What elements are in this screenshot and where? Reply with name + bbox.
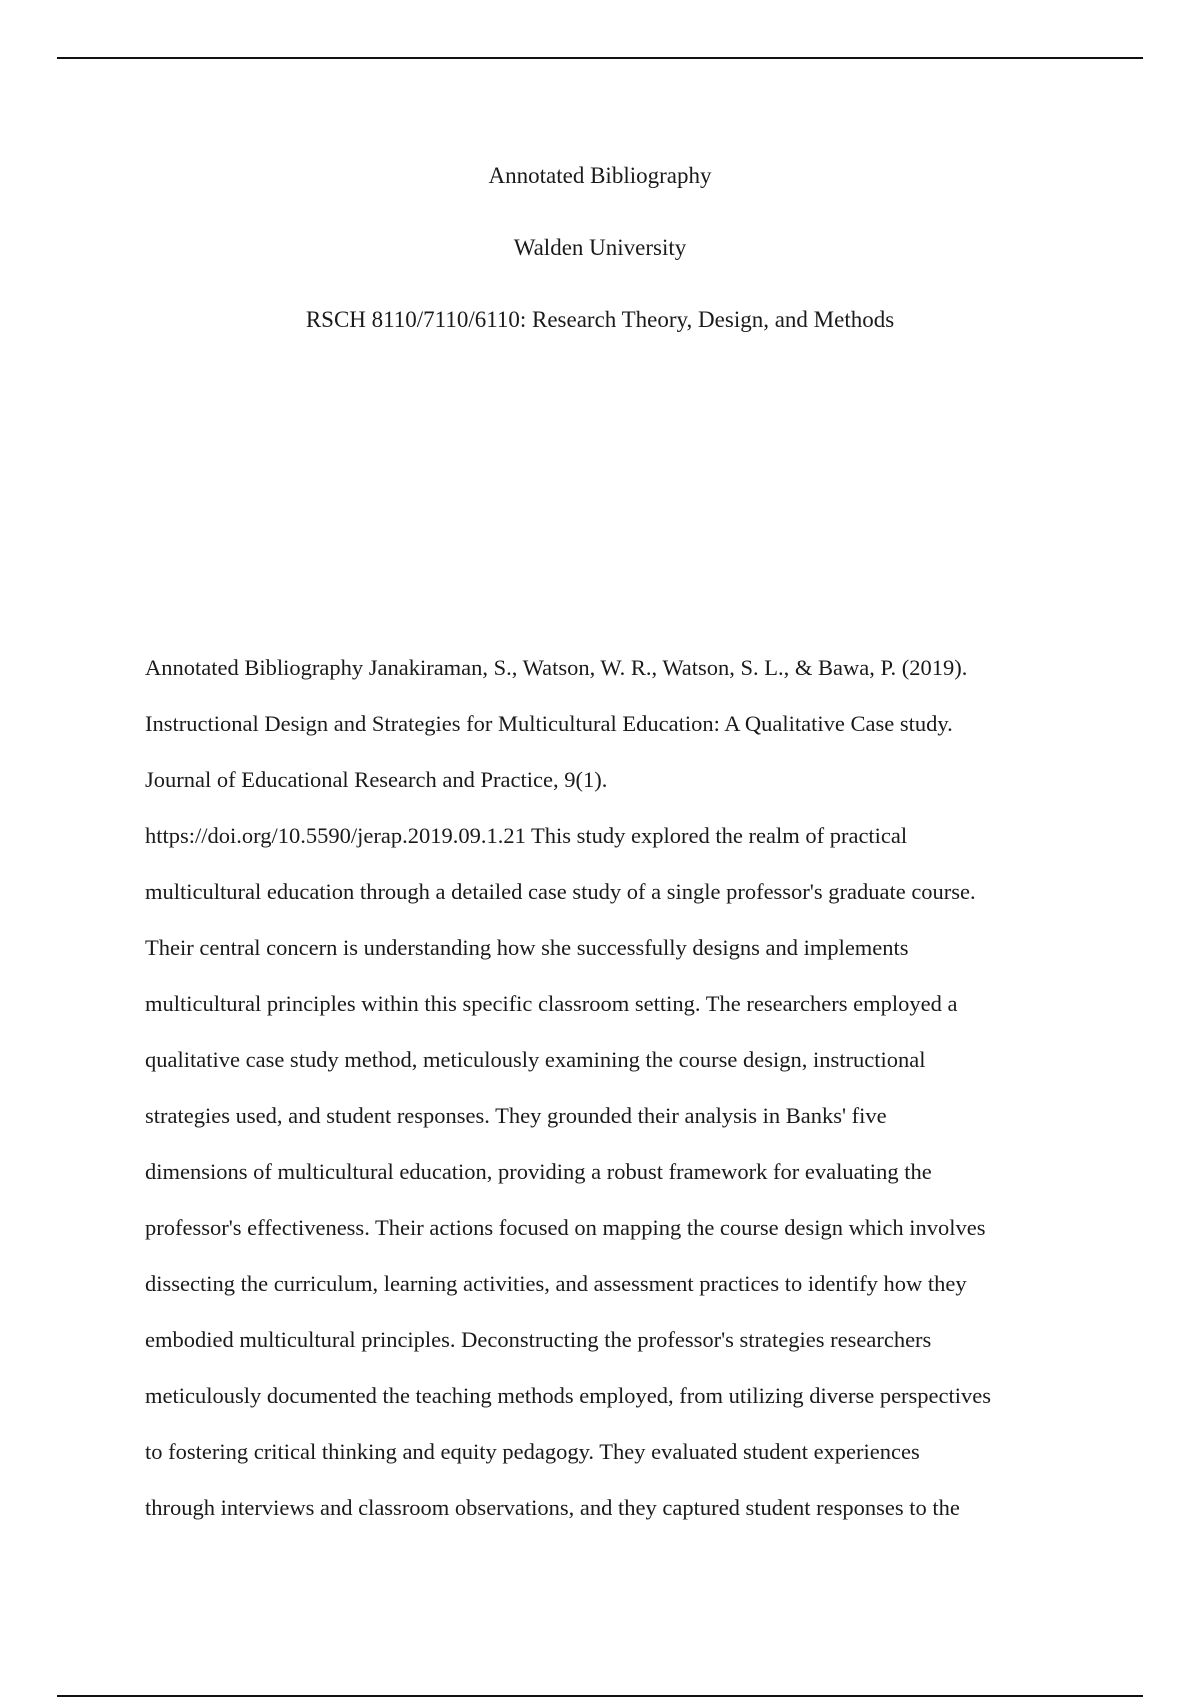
body-line: qualitative case study method, meticulously examining the course design, instructional — [145, 1047, 926, 1072]
body-line: dimensions of multicultural education, providing a robust framework for evaluating the — [145, 1159, 932, 1184]
body-line: to fostering critical thinking and equity pedagogy. They evaluated student experiences — [145, 1439, 920, 1464]
body-line: Their central concern is understanding how she successfully designs and implements — [145, 935, 909, 960]
bottom-rule — [57, 1695, 1143, 1697]
body-line: through interviews and classroom observations, and they captured student responses to the — [145, 1495, 960, 1520]
body-line: multicultural principles within this specific classroom setting. The researchers employed a — [145, 991, 958, 1016]
body-line: multicultural education through a detailed case study of a single professor's graduate course. — [145, 879, 976, 904]
body-line: professor's effectiveness. Their actions focused on mapping the course design which involves — [145, 1215, 986, 1240]
document-title: Annotated Bibliography — [488, 163, 712, 188]
body-line: Annotated Bibliography Janakiraman, S., Watson, W. R., Watson, S. L., & Bawa, P. (2019). — [145, 655, 968, 680]
body-line: dissecting the curriculum, learning activities, and assessment practices to identify how they — [145, 1271, 967, 1296]
institution-name: Walden University — [513, 235, 687, 260]
course-name: RSCH 8110/7110/6110: Research Theory, Design, and Methods — [305, 307, 895, 332]
body-line: Journal of Educational Research and Practice, 9(1). — [145, 767, 608, 792]
body-text — [145, 640, 1075, 1536]
body-line: embodied multicultural principles. Deconstructing the professor's strategies researchers — [145, 1327, 932, 1352]
top-rule — [57, 57, 1143, 59]
title-page-header — [0, 140, 1200, 356]
body-line: Instructional Design and Strategies for Multicultural Education: A Qualitative Case study. — [145, 711, 953, 736]
body-line: https://doi.org/10.5590/jerap.2019.09.1.21 This study explored the realm of practical — [145, 823, 908, 848]
body-line: meticulously documented the teaching methods employed, from utilizing diverse perspectives — [145, 1383, 992, 1408]
body-line: strategies used, and student responses. They grounded their analysis in Banks' five — [145, 1103, 887, 1128]
